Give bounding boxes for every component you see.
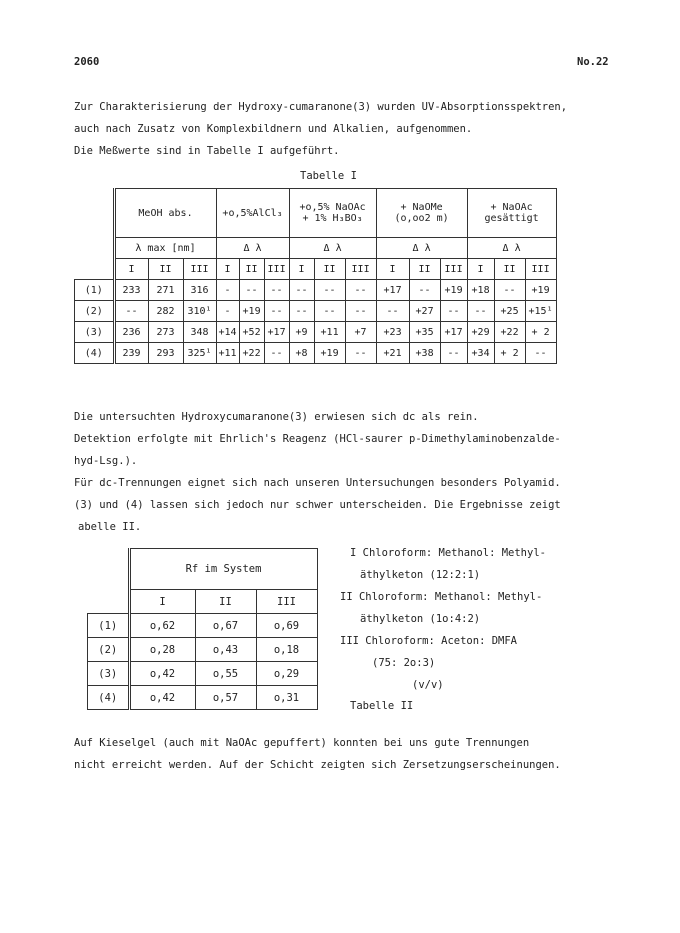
table2-body [88,614,318,710]
row-label: (1) [75,280,115,301]
sub-col: II [494,259,525,280]
table-cell: -- [440,301,467,322]
table-cell: 310¹ [183,301,216,322]
table-cell: +29 [467,322,494,343]
table-cell: +21 [376,343,409,364]
sub-col: III [525,259,556,280]
unit-lambda-max: λ max [nm] [114,238,216,259]
intro-line: Zur Charakterisierung der Hydroxy-cumaranone(3) wurden UV-Absorptionsspektren, [74,101,568,113]
table-cell: -- [494,280,525,301]
middle-line: (3) und (4) lassen sich jedoch nur schwer unterscheiden. Die Ergebnisse zeigt [74,499,561,511]
table-cell: 293 [148,343,183,364]
table-cell: 271 [148,280,183,301]
table-cell: +22 [239,343,264,364]
middle-paragraph [74,406,561,538]
table-cell: 316 [183,280,216,301]
table-cell: +9 [289,322,314,343]
table-cell: -- [345,280,376,301]
system-line: äthylketon (12:2:1) [360,569,481,581]
table2-col-row [88,590,318,614]
table-cell: +23 [376,322,409,343]
table1-caption: Tabelle I [300,170,357,182]
sub-col: I [289,259,314,280]
sub-col: I [114,259,148,280]
table-cell: o,29 [256,662,317,686]
row-label: (3) [88,662,130,686]
table-cell: +19 [525,280,556,301]
closing-paragraph [74,732,561,776]
sub-col: III [264,259,289,280]
sub-col: I [467,259,494,280]
system-line: II Chloroform: Methanol: Methyl- [340,591,543,603]
group-meoh: MeOH abs. [114,189,216,238]
intro-line: auch nach Zusatz von Komplexbildnern und Alkalien, aufgenommen. [74,123,473,135]
table-cell: +8 [289,343,314,364]
table-1 [74,188,557,364]
table-cell: o,31 [256,686,317,710]
table-cell: 348 [183,322,216,343]
table-cell: - [216,301,239,322]
intro-line: Die Meßwerte sind in Tabelle I aufgeführt. [74,145,340,157]
solvent-systems [340,542,546,696]
table-cell: o,42 [129,686,195,710]
system-line: äthylketon (1o:4:2) [360,613,481,625]
table-cell: +22 [494,322,525,343]
row-label: (4) [88,686,130,710]
table-cell: + 2 [525,322,556,343]
table-cell: -- [114,301,148,322]
table-row [88,662,318,686]
closing-line: Auf Kieselgel (auch mit NaOAc gepuffert) konnten bei uns gute Trennungen [74,737,530,749]
table-cell: o,69 [256,614,317,638]
row-label: (2) [75,301,115,322]
table1-body [75,280,557,364]
unit-delta-lambda: Δ λ [376,238,467,259]
table-cell: -- [289,280,314,301]
sub-col: III [345,259,376,280]
table-cell: -- [376,301,409,322]
unit-delta-lambda: Δ λ [216,238,289,259]
table-cell: +38 [409,343,440,364]
table-cell: o,43 [195,638,256,662]
middle-line: abelle II. [78,521,142,533]
table-cell: -- [239,280,264,301]
row-label: (2) [88,638,130,662]
table-row [88,686,318,710]
table-cell: o,55 [195,662,256,686]
table2-title-row [88,549,318,590]
table-cell: o,57 [195,686,256,710]
table-cell: o,18 [256,638,317,662]
table-cell: +34 [467,343,494,364]
table-cell: o,42 [129,662,195,686]
page-number: 2060 [74,56,100,68]
table-row [75,343,557,364]
intro-paragraph [74,96,567,162]
table-cell: +52 [239,322,264,343]
table-cell: +18 [467,280,494,301]
table-cell: + 2 [494,343,525,364]
sub-col: II [314,259,345,280]
system-line: III Chloroform: Aceton: DMFA [340,635,518,647]
table-cell: +17 [376,280,409,301]
middle-line: Detektion erfolgte mit Ehrlich's Reagenz (HCl-saurer p-Dimethylaminobenzalde- [74,433,561,445]
sub-col: II [409,259,440,280]
row-label: (3) [75,322,115,343]
table-cell: -- [264,280,289,301]
table-cell: +11 [314,322,345,343]
closing-line: nicht erreicht werden. Auf der Schicht zeigten sich Zersetzungserscheinungen. [74,759,561,771]
table2-col: I [129,590,195,614]
table-2 [87,548,318,710]
table-cell: +19 [314,343,345,364]
sub-col: I [216,259,239,280]
table-cell: 233 [114,280,148,301]
table-cell: 325¹ [183,343,216,364]
sub-col: III [440,259,467,280]
group-naoac-boric: +o,5% NaOAc + 1% H₃BO₃ [289,189,376,238]
table-cell: +25 [494,301,525,322]
table-cell: -- [409,280,440,301]
system-line: (75: 2o:3) [372,657,436,669]
row-label: (4) [75,343,115,364]
sub-col: I [376,259,409,280]
table-cell: -- [467,301,494,322]
system-line: I Chloroform: Methanol: Methyl- [350,547,546,559]
table2-col: III [256,590,317,614]
table-cell: +19 [239,301,264,322]
unit-delta-lambda: Δ λ [467,238,556,259]
sub-col: II [239,259,264,280]
table2-caption: Tabelle II [350,700,414,712]
table1-group-row [75,189,557,238]
table-cell: +19 [440,280,467,301]
table-row [75,322,557,343]
table-cell: -- [289,301,314,322]
group-naome: + NaOMe (o,oo2 m) [376,189,467,238]
table-cell: +14 [216,322,239,343]
table-row [88,614,318,638]
table-cell: +7 [345,322,376,343]
sub-col: II [148,259,183,280]
table2-title: Rf im System [129,549,317,590]
row-label: (1) [88,614,130,638]
table-row [75,280,557,301]
table-cell: +15¹ [525,301,556,322]
table1-sub-row [75,259,557,280]
table-cell: 236 [114,322,148,343]
journal-number: No.22 [577,56,609,68]
table-cell: -- [264,343,289,364]
table-cell: -- [314,280,345,301]
table-cell: 273 [148,322,183,343]
table1-unit-row [75,238,557,259]
table-cell: +11 [216,343,239,364]
unit-delta-lambda: Δ λ [289,238,376,259]
middle-line: Die untersuchten Hydroxycumaranone(3) erwiesen sich dc als rein. [74,411,479,423]
table-cell: o,28 [129,638,195,662]
table2-col: II [195,590,256,614]
group-naoac-sat: + NaOAc gesättigt [467,189,556,238]
table-cell: 282 [148,301,183,322]
table-cell: 239 [114,343,148,364]
table-cell: -- [264,301,289,322]
group-alcl3: +o,5%AlCl₃ [216,189,289,238]
middle-line: hyd-Lsg.). [74,455,138,467]
middle-line: Für dc-Trennungen eignet sich nach unseren Untersuchungen besonders Polyamid. [74,477,561,489]
table-cell: -- [525,343,556,364]
table-cell: o,67 [195,614,256,638]
table-cell: - [216,280,239,301]
table-cell: +17 [440,322,467,343]
system-line: (v/v) [412,679,444,691]
table-cell: +17 [264,322,289,343]
table-cell: -- [440,343,467,364]
table-cell: -- [345,301,376,322]
table-cell: -- [345,343,376,364]
table-cell: o,62 [129,614,195,638]
table-row [88,638,318,662]
table-cell: +35 [409,322,440,343]
table-row [75,301,557,322]
sub-col: III [183,259,216,280]
table-cell: -- [314,301,345,322]
table-cell: +27 [409,301,440,322]
